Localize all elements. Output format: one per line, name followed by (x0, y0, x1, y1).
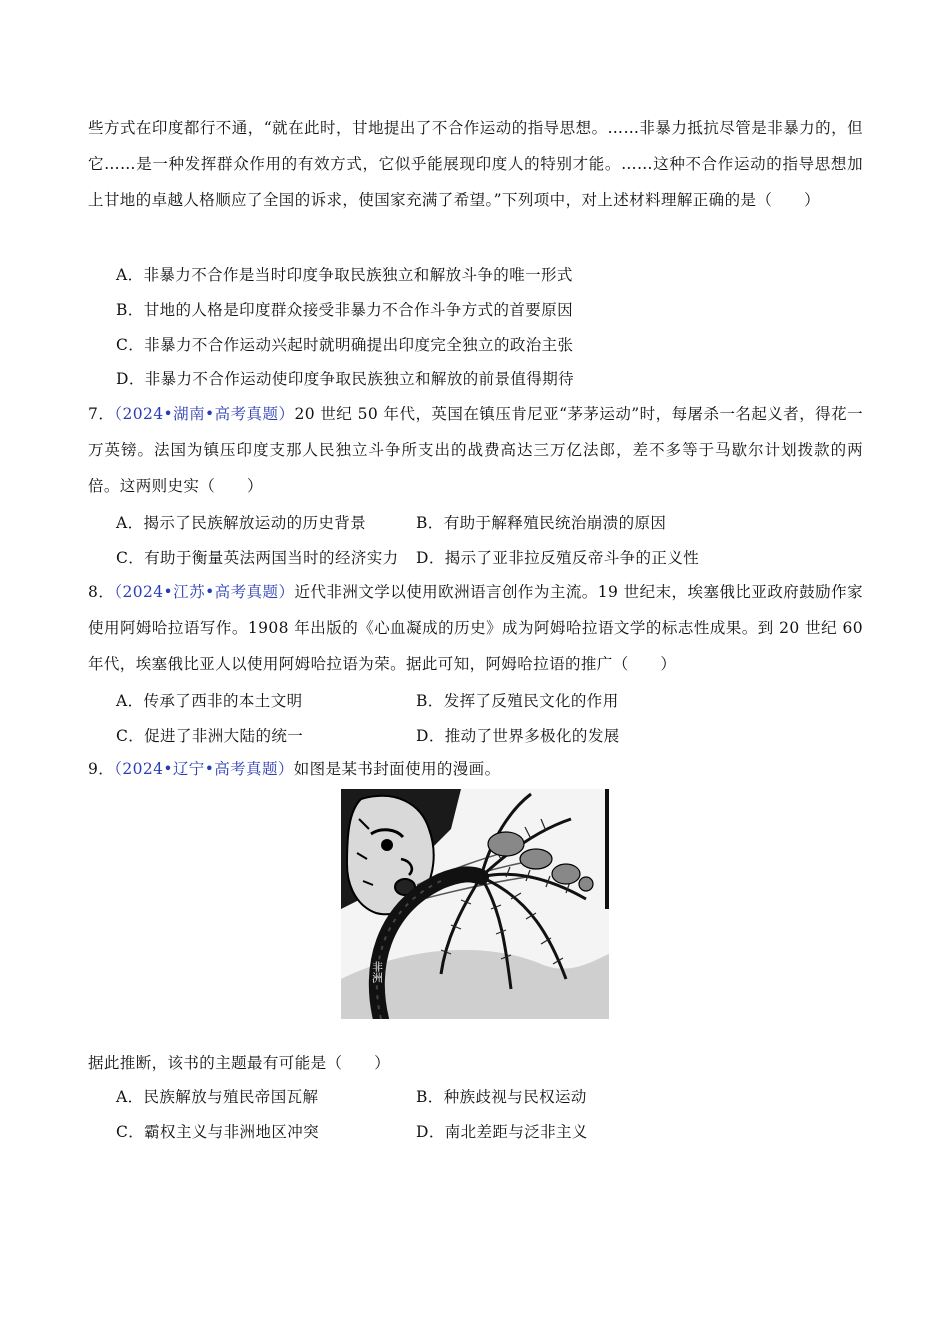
q7-stem (88, 396, 863, 504)
q9-stem-text: 如图是某书封面使用的漫画。 (293, 760, 501, 778)
q7-option-d: D．揭示了亚非拉反殖反帝斗争的正义性 (416, 549, 700, 567)
q6-option-c: C．非暴力不合作运动兴起时就明确提出印度完全独立的政治主张 (116, 336, 574, 354)
q7-option-a: A．揭示了民族解放运动的历史背景 (116, 514, 367, 532)
q8-option-d: D．推动了世界多极化的发展 (416, 727, 620, 745)
q9-option-b: B．种族歧视与民权运动 (416, 1088, 587, 1106)
q8-stem (88, 574, 863, 682)
q9-option-c: C．霸权主义与非洲地区冲突 (116, 1123, 320, 1141)
q7-option-b: B．有助于解释殖民统治崩溃的原因 (416, 514, 667, 532)
q9-source: （2024•辽宁•高考真题） (114, 760, 294, 778)
q9-number: 9． (88, 760, 115, 778)
q6-option-a: A．非暴力不合作是当时印度争取民族独立和解放斗争的唯一形式 (116, 266, 573, 284)
q7-option-c: C．有助于衡量英法两国当时的经济实力 (116, 549, 399, 567)
q6-stem-text: 些方式在印度都行不通，“就在此时，甘地提出了不合作运动的指导思想。……非暴力抵抗尽管是非暴力的，但它……是一种发挥群众作用的有效方式，它似乎能展现印度人的特别才能。……这种不合作运动的指导思想加上甘地的卓越人格顺应了全国的诉求，使国家充满了希望。”下列项中，对上述材料理解正确的是（ ） (88, 119, 863, 209)
q8-stem-text: 近代非洲文学以使用欧洲语言创作为主流。19 世纪末，埃塞俄比亚政府鼓励作家使用阿姆哈拉语写作。1908 年出版的《心血凝成的历史》成为阿姆哈拉语文学的标志性成果。到 20 世纪 60 年代，埃塞俄比亚人以使用阿姆哈拉语为荣。据此可知，阿姆哈拉语的推广（ ） (88, 583, 863, 673)
q9-option-a: A．民族解放与殖民帝国瓦解 (116, 1088, 319, 1106)
q8-option-b: B．发挥了反殖民文化的作用 (416, 692, 619, 710)
q8-option-a: A．传承了西非的本土文明 (116, 692, 303, 710)
q7-stem-text: 20 世纪 50 年代，英国在镇压肯尼亚“茅茅运动”时，每屠杀一名起义者，得花一万英镑。法国为镇压印度支那人民独立斗争所支出的战费高达三万亿法郎，差不多等于马歇尔计划拨款的两倍。这两则史实（ ） (88, 405, 863, 495)
q6-stem (88, 110, 863, 218)
q6-option-d: D．非暴力不合作运动使印度争取民族独立和解放的前景值得期待 (116, 370, 575, 388)
q6-option-b: B．甘地的人格是印度群众接受非暴力不合作斗争方式的首要原因 (116, 301, 573, 319)
trunk-label: 非洲 (370, 961, 384, 983)
q7-source: （2024•湖南•高考真题） (114, 405, 295, 423)
q9-stem (88, 751, 863, 787)
q8-number: 8． (88, 583, 115, 601)
cartoon-image (341, 789, 609, 1019)
cartoon-figure (341, 789, 609, 1019)
q7-number: 7． (88, 405, 115, 423)
q8-option-c: C．促进了非洲大陆的统一 (116, 727, 304, 745)
q9-question (88, 1045, 863, 1081)
q9-question-text: 据此推断，该书的主题最有可能是（ ） (88, 1054, 391, 1072)
q9-option-d: D．南北差距与泛非主义 (416, 1123, 588, 1141)
q8-source: （2024•江苏•高考真题） (114, 583, 295, 601)
